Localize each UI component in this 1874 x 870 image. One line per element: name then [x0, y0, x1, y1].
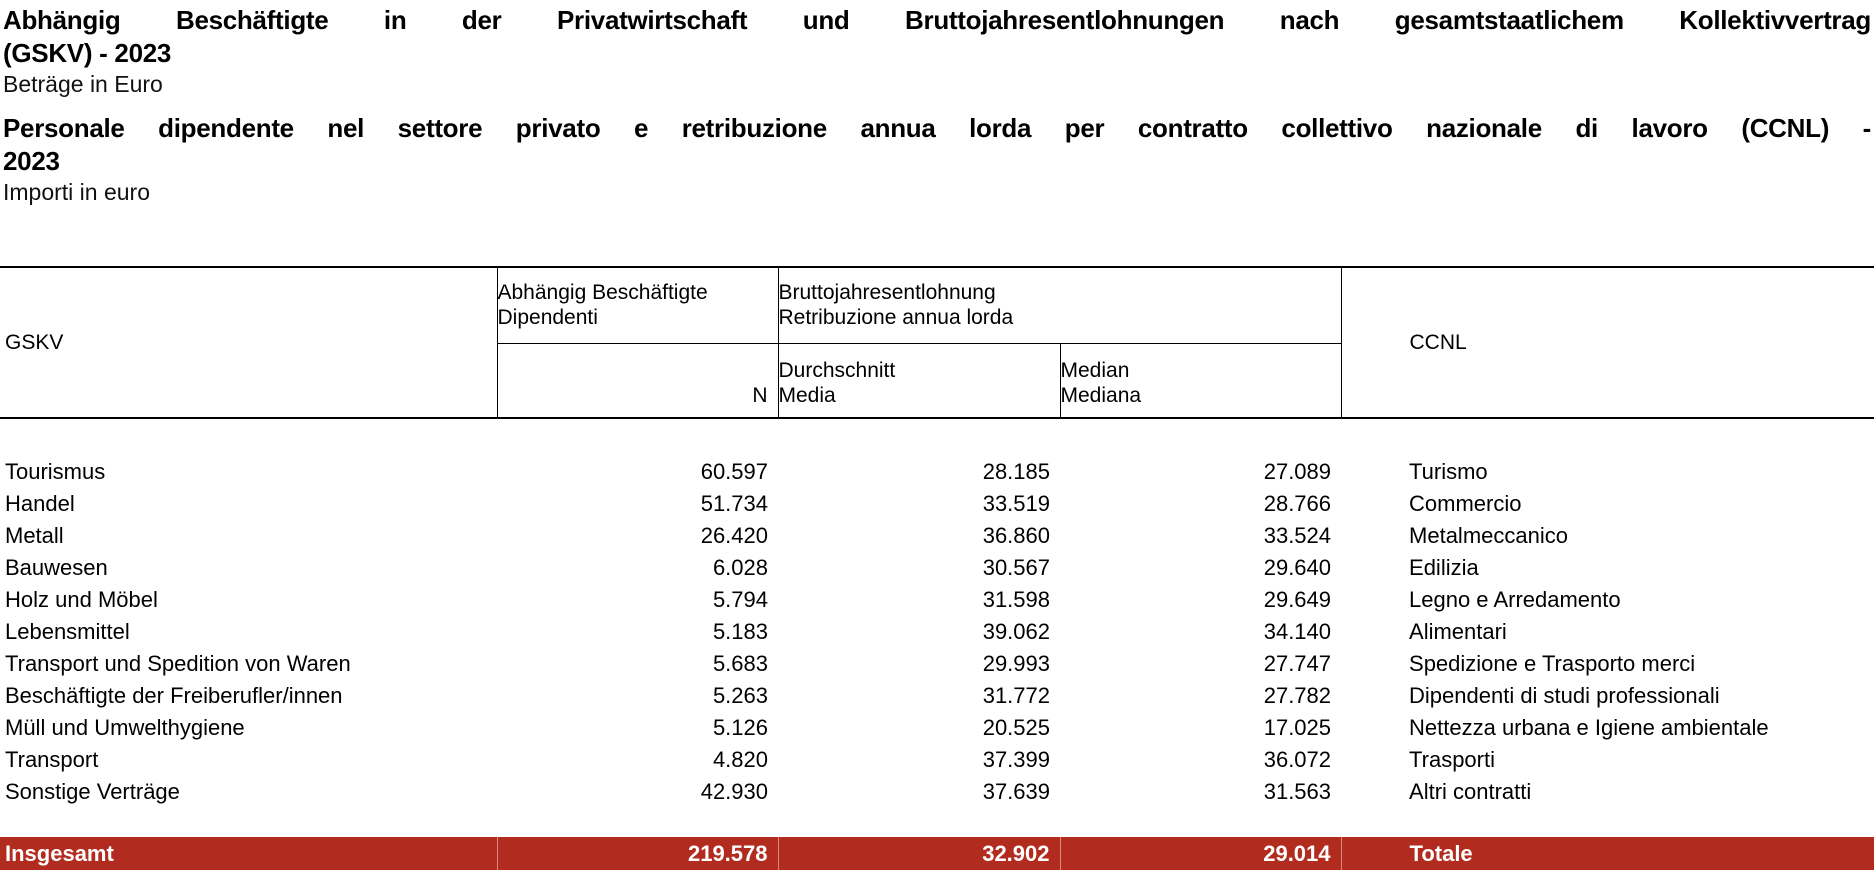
row-gskv-cell: Metall: [5, 523, 64, 548]
row-n-cell: 4.820: [712, 747, 768, 772]
row-gskv-cell: Transport und Spedition von Waren: [5, 651, 351, 676]
title-german: [3, 4, 1871, 70]
row-ccnl-cell: Edilizia: [1409, 555, 1479, 580]
row-gskv-cell: Beschäftigte der Freiberufler/innen: [5, 683, 343, 708]
column-group-gross-pay-de: Bruttojahresentlohnung: [778, 281, 996, 305]
row-n-cell: 5.183: [712, 619, 768, 644]
row-ccnl-cell: Legno e Arredamento: [1409, 587, 1621, 612]
total-n-cell: 219.578: [497, 837, 778, 870]
row-median-cell: 36.072: [1263, 747, 1332, 772]
row-mean-cell: 37.399: [982, 747, 1050, 772]
row-mean-cell: 28.185: [982, 459, 1050, 484]
table-row: [0, 418, 1874, 488]
row-ccnl-cell: Alimentari: [1409, 619, 1507, 644]
row-median-cell: 34.140: [1263, 619, 1332, 644]
row-gskv-cell: Holz und Möbel: [5, 587, 158, 612]
row-ccnl-cell: Spedizione e Trasporto merci: [1409, 651, 1696, 676]
total-row: [0, 837, 1874, 870]
row-mean-cell: 31.598: [982, 587, 1050, 612]
column-header-ccnl: CCNL: [1341, 267, 1874, 418]
row-median-cell: 33.524: [1263, 523, 1332, 548]
table-row: [0, 744, 1874, 776]
column-header-mean-it: Media: [778, 384, 836, 407]
row-mean-cell: 36.860: [982, 523, 1050, 548]
row-mean-cell: 20.525: [982, 715, 1050, 740]
row-gskv-cell: Lebensmittel: [5, 619, 130, 644]
title-italian-line1: Personale dipendente nel settore privato e retribuzione annua lorda per contratto collettivo nazionale di lavoro (CCNL) -: [3, 113, 1871, 143]
row-n-cell: 51.734: [700, 491, 768, 516]
row-ccnl-cell: Altri contratti: [1409, 779, 1532, 804]
row-gskv-cell: Handel: [5, 491, 75, 516]
subtitle-italian: Importi in euro: [3, 179, 151, 205]
column-group-gross-pay: [778, 267, 1341, 343]
table-row: [0, 680, 1874, 712]
row-mean-cell: 39.062: [982, 619, 1050, 644]
table-row: [0, 584, 1874, 616]
row-mean-cell: 29.993: [982, 651, 1050, 676]
table-body: [0, 418, 1874, 837]
row-n-cell: 60.597: [700, 459, 768, 484]
title-german-line1: Abhängig Beschäftigte in der Privatwirtschaft und Bruttojahresentlohnungen nach gesamtstaatlichem Kollektivvertrag: [3, 5, 1871, 35]
total-median-cell: 29.014: [1060, 837, 1341, 870]
table-header: [0, 267, 1874, 418]
row-median-cell: 31.563: [1263, 779, 1332, 804]
row-n-cell: 5.794: [712, 587, 768, 612]
column-header-mean-de: Durchschnitt: [778, 359, 896, 382]
statistics-table: [0, 266, 1874, 870]
column-group-employees-it: Dipendenti: [497, 306, 598, 330]
row-ccnl-cell: Metalmeccanico: [1409, 523, 1568, 548]
row-gskv-cell: Bauwesen: [5, 555, 108, 580]
row-n-cell: 5.683: [712, 651, 768, 676]
row-ccnl-cell: Nettezza urbana e Igiene ambientale: [1409, 715, 1769, 740]
column-group-gross-pay-it: Retribuzione annua lorda: [778, 306, 1014, 330]
row-gskv-cell: Müll und Umwelthygiene: [5, 715, 245, 740]
row-median-cell: 27.747: [1263, 651, 1332, 676]
title-italian: [3, 112, 1871, 178]
table-row: [0, 520, 1874, 552]
title-italian-line2: 2023: [3, 146, 60, 176]
total-label-it: Totale: [1341, 837, 1874, 870]
column-header-n: N: [497, 343, 778, 418]
row-n-cell: 6.028: [712, 555, 768, 580]
row-gskv-cell: Transport: [5, 747, 99, 772]
table-row: [0, 552, 1874, 584]
column-header-median-it: Mediana: [1060, 384, 1142, 407]
row-median-cell: 29.640: [1263, 555, 1332, 580]
column-group-employees: [497, 267, 778, 343]
row-n-cell: 5.126: [712, 715, 768, 740]
row-mean-cell: 37.639: [982, 779, 1050, 804]
column-header-gskv: GSKV: [0, 267, 497, 418]
row-mean-cell: 31.772: [982, 683, 1050, 708]
row-n-cell: 5.263: [712, 683, 768, 708]
total-label-de: Insgesamt: [0, 837, 497, 870]
row-ccnl-cell: Trasporti: [1409, 747, 1495, 772]
row-ccnl-cell: Turismo: [1409, 459, 1488, 484]
table-row: [0, 616, 1874, 648]
subtitle-german: Beträge in Euro: [3, 71, 163, 97]
row-mean-cell: 33.519: [982, 491, 1050, 516]
row-mean-cell: 30.567: [982, 555, 1050, 580]
table-row: [0, 648, 1874, 680]
column-group-employees-de: Abhängig Beschäftigte: [497, 281, 708, 305]
row-median-cell: 29.649: [1263, 587, 1332, 612]
row-ccnl-cell: Commercio: [1409, 491, 1522, 516]
column-header-median-de: Median: [1060, 359, 1130, 382]
row-median-cell: 17.025: [1263, 715, 1332, 740]
row-ccnl-cell: Dipendenti di studi professionali: [1409, 683, 1720, 708]
table-row: [0, 776, 1874, 837]
title-german-line2: (GSKV) - 2023: [3, 38, 172, 68]
column-header-mean: [778, 343, 1060, 418]
row-median-cell: 28.766: [1263, 491, 1332, 516]
row-gskv-cell: Tourismus: [5, 459, 106, 484]
report-header: [0, 0, 1874, 206]
row-n-cell: 42.930: [700, 779, 768, 804]
row-median-cell: 27.089: [1263, 459, 1332, 484]
table-row: [0, 488, 1874, 520]
table-row: [0, 712, 1874, 744]
column-header-median: [1060, 343, 1341, 418]
header-group-row: [0, 267, 1874, 343]
total-mean-cell: 32.902: [778, 837, 1060, 870]
row-gskv-cell: Sonstige Verträge: [5, 779, 180, 804]
row-median-cell: 27.782: [1263, 683, 1332, 708]
table-footer: [0, 837, 1874, 870]
row-n-cell: 26.420: [700, 523, 768, 548]
